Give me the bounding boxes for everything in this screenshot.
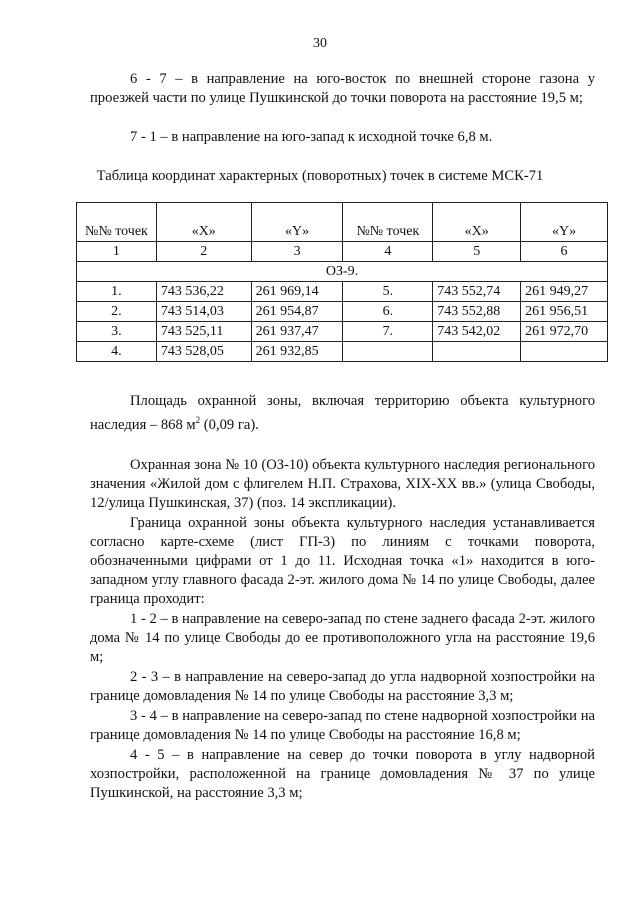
area-tail: (0,09 га). [200, 416, 259, 433]
column-number: 1 [77, 242, 157, 262]
point-number [343, 342, 433, 362]
point-number: 1. [77, 282, 157, 302]
x-value [433, 342, 521, 362]
table-row [77, 322, 608, 342]
column-number: 5 [433, 242, 521, 262]
y-value: 261 949,27 [521, 282, 608, 302]
x-value: 743 514,03 [156, 302, 251, 322]
y-value: 261 954,87 [251, 302, 343, 322]
point-number: 5. [343, 282, 433, 302]
table-row [77, 342, 608, 362]
table-row [77, 282, 608, 302]
paragraph-segment-7-1: 7 - 1 – в направление на юго-запад к исходной точке 6,8 м. [130, 129, 493, 145]
y-value: 261 937,47 [251, 322, 343, 342]
header-x-right: «X» [433, 203, 521, 242]
paragraph-segment-6-7: 6 - 7 – в направление на юго-восток по внешней стороне газона у проезжей части по улице Пушкинской до точки поворота на расстояние 19,5 м; [90, 71, 595, 106]
point-number: 7. [343, 322, 433, 342]
header-y-left: «Y» [251, 203, 343, 242]
x-value: 743 525,11 [156, 322, 251, 342]
x-value: 743 552,88 [433, 302, 521, 322]
point-number: 2. [77, 302, 157, 322]
paragraph-zone-10: Охранная зона № 10 (ОЗ-10) объекта культурного наследия регионального значения «Жилой дом с флигелем Н.П. Страхова, XIX-XX вв.» (улица Свободы, 12/улица Пушкинская, 37) (поз. 14 экспликации). [90, 457, 595, 511]
area-superscript: 2 [195, 415, 201, 425]
table-title: Таблица координат характерных (поворотных) точек в системе МСК-71 [96, 168, 544, 184]
table-header-row [77, 203, 608, 242]
header-y-right: «Y» [521, 203, 608, 242]
x-value: 743 536,22 [156, 282, 251, 302]
page-number: 30 [313, 36, 327, 51]
point-number: 6. [343, 302, 433, 322]
x-value: 743 528,05 [156, 342, 251, 362]
column-number: 4 [343, 242, 433, 262]
y-value: 261 972,70 [521, 322, 608, 342]
paragraph-boundary-intro: Граница охранной зоны объекта культурного наследия устанавливается согласно карте-схеме (лист ГП-3) по линиям с точками поворота, обозначенными цифрами от 1 до 11. Исходная точка «1» находится в юго-западном углу главного фасада 2-эт. жилого дома № 14 по улице Свободы, далее граница проходит: [90, 515, 595, 607]
y-value: 261 969,14 [251, 282, 343, 302]
column-number-row [77, 242, 608, 262]
header-x-left: «X» [156, 203, 251, 242]
header-point-no-left: №№ точек [77, 203, 157, 242]
column-number: 3 [251, 242, 343, 262]
paragraph-segment-3-4: 3 - 4 – в направление на северо-запад по стене надворной хозпостройки на границе домовладения № 14 по улице Свободы на расстояние 16,8 м; [90, 708, 595, 743]
paragraph-segment-4-5: 4 - 5 – в направление на север до точки поворота в углу надворной хозпостройки, расположенной на границе домовладения № 37 по улице Пушкинской, на расстояние 3,3 м; [90, 747, 595, 801]
x-value: 743 552,74 [433, 282, 521, 302]
column-number: 6 [521, 242, 608, 262]
header-point-no-right: №№ точек [343, 203, 433, 242]
y-value: 261 956,51 [521, 302, 608, 322]
area-text: Площадь охранной зоны, включая территорию объекта культурного наследия – 868 м [90, 393, 595, 433]
section-label: ОЗ-9. [77, 262, 608, 282]
coordinates-table [76, 202, 608, 362]
y-value: 261 932,85 [251, 342, 343, 362]
table-row [77, 302, 608, 322]
x-value: 743 542,02 [433, 322, 521, 342]
paragraph-segment-2-3: 2 - 3 – в направление на северо-запад до угла надворной хозпостройки на границе домовладения № 14 по улице Свободы на расстояние 3,3 м; [90, 669, 595, 704]
y-value [521, 342, 608, 362]
paragraph-segment-1-2: 1 - 2 – в направление на северо-запад по стене заднего фасада 2-эт. жилого дома № 14 по улице Свободы до ее противоположного угла на расстояние 19,6 м; [90, 611, 595, 665]
area-paragraph [90, 392, 595, 435]
section-row [77, 262, 608, 282]
point-number: 3. [77, 322, 157, 342]
column-number: 2 [156, 242, 251, 262]
point-number: 4. [77, 342, 157, 362]
